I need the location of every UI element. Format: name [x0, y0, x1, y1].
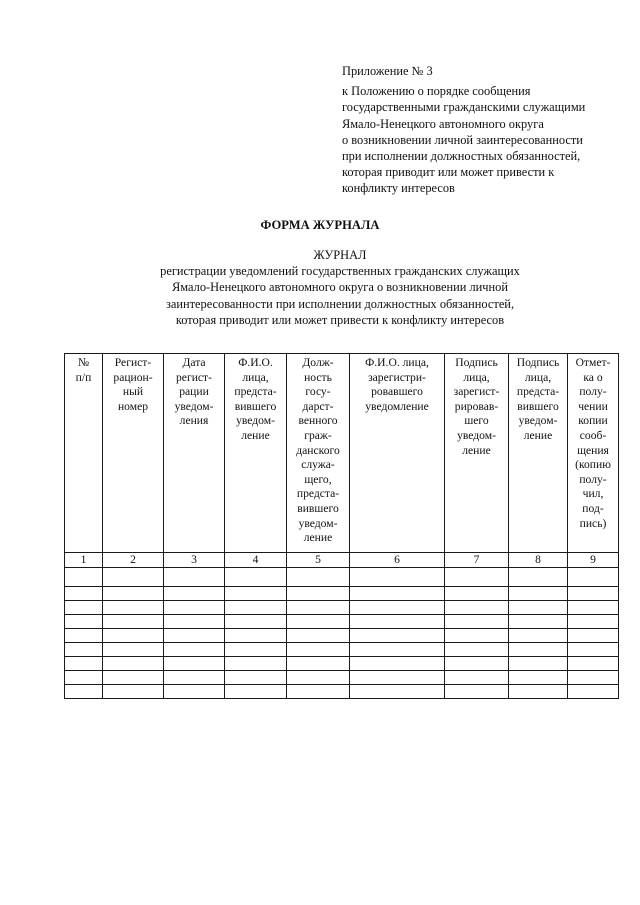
empty-cell[interactable] [287, 615, 350, 629]
empty-cell[interactable] [509, 568, 568, 587]
empty-cell[interactable] [65, 685, 103, 699]
empty-cell[interactable] [225, 601, 287, 615]
column-number: 4 [225, 553, 287, 568]
column-number: 8 [509, 553, 568, 568]
empty-cell[interactable] [350, 643, 445, 657]
empty-cell[interactable] [445, 601, 509, 615]
empty-cell[interactable] [445, 587, 509, 601]
header-cell-6 [350, 354, 445, 553]
empty-cell[interactable] [287, 629, 350, 643]
empty-cell[interactable] [350, 587, 445, 601]
empty-cell[interactable] [287, 643, 350, 657]
empty-row [65, 657, 619, 671]
appendix-line: Ямало-Ненецкого автономного округа [342, 116, 544, 131]
appendix-number: Приложение № 3 [342, 64, 433, 78]
header-text: уведомление [365, 399, 429, 413]
empty-cell[interactable] [350, 685, 445, 699]
empty-cell[interactable] [65, 615, 103, 629]
header-cell-4 [225, 354, 287, 553]
header-text: предста- [296, 487, 340, 501]
empty-cell[interactable] [287, 601, 350, 615]
empty-cell[interactable] [225, 643, 287, 657]
header-text: служа- [301, 458, 335, 472]
empty-cell[interactable] [65, 629, 103, 643]
header-text: чении [578, 399, 608, 413]
empty-cell[interactable] [103, 629, 164, 643]
header-text: щения [577, 443, 609, 457]
header-text: ка о [583, 370, 603, 384]
empty-cell[interactable] [509, 587, 568, 601]
header-text: регист- [176, 370, 212, 384]
empty-cell[interactable] [164, 568, 225, 587]
header-text: ный [122, 385, 144, 399]
header-text: лица, [524, 370, 552, 384]
empty-cell[interactable] [509, 629, 568, 643]
empty-cell[interactable] [65, 587, 103, 601]
journal-line: которая приводит или может привести к конфликту интересов [175, 312, 505, 327]
empty-cell[interactable] [65, 643, 103, 657]
header-text: полу- [579, 385, 607, 399]
empty-row [65, 629, 619, 643]
column-number: 5 [287, 553, 350, 568]
header-text: Подпись [455, 356, 498, 369]
header-text: вившего [517, 399, 559, 413]
empty-row [65, 615, 619, 629]
appendix-line: которая приводит или может привести к [342, 165, 555, 180]
empty-cell[interactable] [350, 601, 445, 615]
header-text: уведом- [174, 399, 214, 413]
appendix-block [342, 63, 622, 197]
empty-cell[interactable] [103, 587, 164, 601]
empty-cell[interactable] [509, 671, 568, 685]
header-text: рации [179, 385, 209, 399]
header-text: Долж- [302, 356, 334, 369]
header-text: ровавшего [371, 385, 423, 399]
empty-cell[interactable] [287, 671, 350, 685]
empty-cell[interactable] [350, 615, 445, 629]
header-cell-7 [445, 354, 509, 553]
empty-cell[interactable] [350, 568, 445, 587]
header-text: уведом- [298, 516, 338, 530]
empty-cell[interactable] [287, 568, 350, 587]
journal-line: регистрации уведомлений государственных гражданских служащих [160, 264, 520, 279]
header-text: лица, [242, 370, 269, 384]
empty-cell[interactable] [225, 568, 287, 587]
empty-cell[interactable] [65, 601, 103, 615]
header-text: Ф.И.О. лица, [365, 356, 429, 369]
empty-cell[interactable] [65, 568, 103, 587]
registration-table [64, 353, 619, 699]
header-text: ление [241, 428, 270, 442]
header-text: вившего [297, 501, 339, 515]
header-text: чил, [582, 487, 604, 501]
header-text: дарст- [302, 399, 334, 413]
column-number: 7 [445, 553, 509, 568]
header-cell-8 [509, 354, 568, 553]
empty-cell[interactable] [568, 685, 619, 699]
empty-cell[interactable] [65, 657, 103, 671]
empty-cell[interactable] [509, 601, 568, 615]
empty-cell[interactable] [287, 685, 350, 699]
empty-cell[interactable] [445, 629, 509, 643]
appendix-line: к Положению о порядке сообщения [342, 84, 531, 99]
column-number-row [65, 553, 619, 568]
empty-cell[interactable] [445, 685, 509, 699]
empty-row [65, 601, 619, 615]
empty-row [65, 568, 619, 587]
header-text: зарегистри- [368, 370, 426, 384]
header-text: сооб- [579, 428, 607, 442]
header-text: предста- [234, 385, 277, 399]
empty-cell[interactable] [568, 615, 619, 629]
empty-cell[interactable] [509, 685, 568, 699]
header-text: номер [117, 399, 149, 413]
empty-row [65, 643, 619, 657]
empty-cell[interactable] [103, 657, 164, 671]
empty-cell[interactable] [509, 643, 568, 657]
header-text: пись) [579, 516, 607, 530]
header-cell-2 [103, 354, 164, 553]
empty-cell[interactable] [164, 601, 225, 615]
header-text: уведом- [457, 428, 496, 442]
empty-cell[interactable] [225, 685, 287, 699]
header-text: Отмет- [575, 356, 611, 369]
empty-cell[interactable] [568, 601, 619, 615]
column-number: 3 [164, 553, 225, 568]
header-text: ление [462, 443, 491, 457]
appendix-line: государственными гражданскими служащими [342, 100, 586, 115]
header-text: рацион- [113, 370, 153, 384]
header-text: шего [464, 414, 489, 428]
empty-cell[interactable] [445, 657, 509, 671]
empty-cell[interactable] [568, 671, 619, 685]
empty-cell[interactable] [509, 657, 568, 671]
empty-cell[interactable] [164, 615, 225, 629]
header-text: зарегист- [453, 385, 500, 399]
empty-cell[interactable] [164, 587, 225, 601]
header-cell-9 [568, 354, 619, 553]
empty-cell[interactable] [287, 587, 350, 601]
empty-cell[interactable] [103, 601, 164, 615]
header-cell-5 [287, 354, 350, 553]
empty-row [65, 587, 619, 601]
header-text: вившего [234, 399, 277, 413]
appendix-line: конфликту интересов [342, 181, 455, 196]
empty-cell[interactable] [164, 671, 225, 685]
empty-cell[interactable] [445, 568, 509, 587]
empty-cell[interactable] [103, 568, 164, 587]
column-number: 2 [103, 553, 164, 568]
header-text: Подпись [516, 356, 560, 369]
empty-cell[interactable] [103, 685, 164, 699]
appendix-line: при исполнении должностных обязанностей, [342, 149, 581, 164]
empty-cell[interactable] [225, 629, 287, 643]
header-text: данского [296, 443, 340, 457]
empty-cell[interactable] [103, 643, 164, 657]
header-text: ления [179, 414, 209, 428]
empty-cell[interactable] [65, 671, 103, 685]
empty-cell[interactable] [103, 615, 164, 629]
journal-line: заинтересованности при исполнении должностных обязанностей, [165, 296, 515, 311]
header-text: предста- [516, 385, 560, 399]
header-text: щего, [304, 472, 332, 486]
header-text: п/п [75, 370, 92, 384]
empty-cell[interactable] [350, 657, 445, 671]
header-text: уведом- [518, 414, 558, 428]
header-text: № [77, 356, 90, 369]
empty-cell[interactable] [568, 643, 619, 657]
header-cell-3 [164, 354, 225, 553]
empty-cell[interactable] [225, 587, 287, 601]
empty-row [65, 685, 619, 699]
header-text: Регист- [114, 356, 152, 369]
header-text: венного [298, 414, 338, 428]
header-text: Дата [182, 356, 206, 369]
appendix-line: о возникновении личной заинтересованности [342, 132, 583, 147]
empty-cell[interactable] [225, 615, 287, 629]
empty-cell[interactable] [509, 615, 568, 629]
column-number: 1 [65, 553, 103, 568]
header-text: полу- [579, 472, 607, 486]
column-number: 9 [568, 553, 619, 568]
empty-cell[interactable] [164, 685, 225, 699]
form-title: ФОРМА ЖУРНАЛА [260, 218, 380, 232]
journal-caption [120, 247, 560, 328]
header-text: граж- [304, 428, 332, 442]
empty-cell[interactable] [103, 671, 164, 685]
column-number: 6 [350, 553, 445, 568]
empty-row [65, 671, 619, 685]
header-text: ление [523, 428, 553, 442]
empty-cell[interactable] [225, 671, 287, 685]
journal-title: ЖУРНАЛ [313, 248, 367, 262]
empty-cell[interactable] [568, 629, 619, 643]
header-text: (копию [575, 458, 611, 472]
empty-cell[interactable] [225, 657, 287, 671]
header-row [65, 354, 619, 553]
header-text: лица, [463, 370, 490, 384]
empty-cell[interactable] [164, 657, 225, 671]
empty-cell[interactable] [350, 629, 445, 643]
empty-cell[interactable] [164, 629, 225, 643]
header-text: Ф.И.О. [238, 356, 273, 369]
header-cell-1 [65, 354, 103, 553]
empty-cell[interactable] [568, 657, 619, 671]
empty-cell[interactable] [568, 568, 619, 587]
header-text: ление [303, 531, 333, 545]
empty-cell[interactable] [164, 643, 225, 657]
journal-line: Ямало-Ненецкого автономного округа о возникновении личной [172, 280, 508, 295]
header-text: уведом- [236, 414, 275, 428]
empty-cell[interactable] [445, 671, 509, 685]
empty-cell[interactable] [350, 671, 445, 685]
empty-cell[interactable] [287, 657, 350, 671]
header-text: ность [304, 370, 332, 384]
empty-cell[interactable] [445, 615, 509, 629]
empty-cell[interactable] [445, 643, 509, 657]
header-text: под- [582, 501, 604, 515]
header-text: рировав- [454, 399, 499, 413]
header-text: копии [578, 414, 608, 428]
empty-cell[interactable] [568, 587, 619, 601]
header-text: госу- [305, 385, 331, 399]
